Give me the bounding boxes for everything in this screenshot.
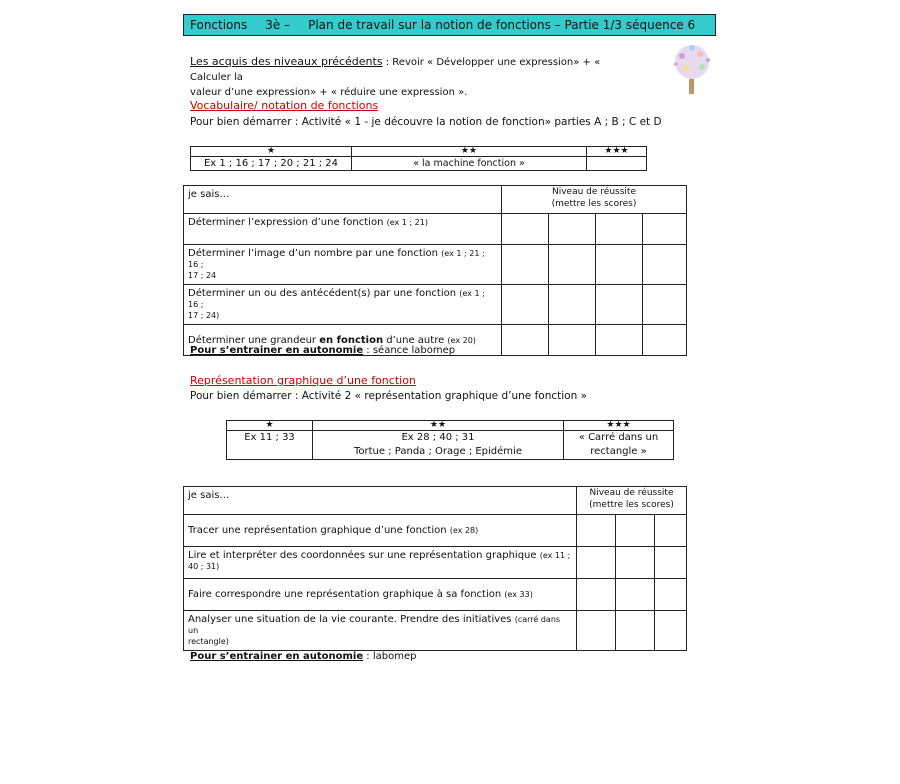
- score-header: [577, 487, 687, 515]
- score-header-line1: Niveau de réussite: [552, 187, 636, 197]
- star-2: ★★: [313, 421, 564, 431]
- skill-label: Déterminer l’image d’un nombre par une fonction (ex 1 ; 21 ; 16 ; 17 ; 24: [184, 245, 502, 285]
- prereq-text-2: valeur d’une expression» + « réduire une expression ».: [190, 87, 468, 98]
- score-cell[interactable]: [502, 245, 549, 285]
- level1-exercises: Ex 1 ; 16 ; 17 ; 20 ; 21 ; 24: [191, 157, 352, 171]
- score-cell[interactable]: [549, 325, 596, 356]
- score-cell[interactable]: [616, 547, 655, 579]
- prerequisites: [190, 54, 640, 100]
- score-cell[interactable]: [596, 285, 643, 325]
- section1-title: Vocabulaire/ notation de fonctions: [190, 99, 379, 112]
- skill-label: Déterminer l’expression d’une fonction (ex 1 ; 21): [184, 214, 502, 245]
- score-cell[interactable]: [577, 611, 616, 651]
- skill-label: Déterminer un ou des antécédent(s) par une fonction (ex 1 ; 16 ; 17 ; 24): [184, 285, 502, 325]
- section2-title: Représentation graphique d’une fonction: [190, 374, 416, 387]
- table-row: [184, 611, 687, 651]
- autonomy-text: : séance labomep: [363, 345, 456, 356]
- star-2: ★★: [352, 147, 587, 157]
- table-row: [184, 547, 687, 579]
- skill-label: Faire correspondre une représentation graphique à sa fonction (ex 33): [184, 579, 577, 611]
- header-title: Plan de travail sur la notion de fonctions – Partie 1/3 séquence 6: [308, 18, 696, 32]
- autonomy-text: : labomep: [363, 651, 417, 662]
- level2-exercises: « la machine fonction »: [352, 157, 587, 171]
- section1-skills-table: [183, 185, 687, 356]
- table-row: [184, 214, 687, 245]
- header-level: 3è –: [265, 18, 291, 32]
- prereq-text-1: : Revoir « Développer une expression» + « Calculer la: [190, 57, 601, 83]
- score-cell[interactable]: [577, 515, 616, 547]
- score-cell[interactable]: [596, 325, 643, 356]
- score-header-line2: (mettre les scores): [551, 199, 637, 209]
- autonomy-label: Pour s’entrainer en autonomie: [190, 651, 364, 662]
- score-cell[interactable]: [596, 245, 643, 285]
- table-row: [184, 245, 687, 285]
- star-1: ★: [227, 421, 313, 431]
- score-cell[interactable]: [643, 245, 687, 285]
- score-header: [502, 186, 687, 214]
- score-cell[interactable]: [502, 285, 549, 325]
- skill-label: Analyser une situation de la vie courante. Prendre des initiatives (carré dans un rectangle): [184, 611, 577, 651]
- score-cell[interactable]: [655, 611, 687, 651]
- score-cell[interactable]: [655, 579, 687, 611]
- autonomy-label: Pour s’entrainer en autonomie: [190, 345, 364, 356]
- table-row: [184, 285, 687, 325]
- score-cell[interactable]: [549, 214, 596, 245]
- section2-levels-table: [226, 420, 674, 460]
- score-cell[interactable]: [549, 245, 596, 285]
- section2-autonomy: [190, 651, 416, 662]
- score-cell[interactable]: [616, 579, 655, 611]
- level3-exercises: « Carré dans un rectangle »: [564, 431, 674, 460]
- score-header-line2: (mettre les scores): [589, 500, 674, 510]
- score-header-line1: Niveau de réussite: [589, 488, 674, 498]
- section2-skills-table: [183, 486, 687, 651]
- star-1: ★: [191, 147, 352, 157]
- skills-header: je sais…: [184, 487, 577, 515]
- section2-start: Pour bien démarrer : Activité 2 « représentation graphique d’une fonction »: [190, 390, 588, 402]
- score-cell[interactable]: [643, 285, 687, 325]
- score-cell[interactable]: [655, 515, 687, 547]
- score-cell[interactable]: [655, 547, 687, 579]
- section1-start: Pour bien démarrer : Activité « 1 - je découvre la notion de fonction» parties A ; B ; C et D: [190, 116, 662, 128]
- score-cell[interactable]: [643, 325, 687, 356]
- score-cell[interactable]: [596, 214, 643, 245]
- skill-label: Lire et interpréter des coordonnées sur une représentation graphique (ex 11 ; 40 ; 31): [184, 547, 577, 579]
- score-cell[interactable]: [549, 285, 596, 325]
- page-header: [183, 14, 716, 36]
- skills-header: je sais…: [184, 186, 502, 214]
- table-row: [184, 579, 687, 611]
- tree-logo-icon: [664, 40, 720, 98]
- score-cell[interactable]: [643, 214, 687, 245]
- level2-exercises: Ex 28 ; 40 ; 31 Tortue ; Panda ; Orage ; Epidémie: [313, 431, 564, 460]
- header-subject: Fonctions: [190, 18, 248, 32]
- score-cell[interactable]: [502, 325, 549, 356]
- star-3: ★★★: [564, 421, 674, 431]
- score-cell[interactable]: [577, 579, 616, 611]
- section1-levels-table: [190, 146, 647, 171]
- table-row: [184, 515, 687, 547]
- skill-label: Déterminer une grandeur en fonction d’une autre (ex 20): [184, 325, 502, 356]
- star-3: ★★★: [587, 147, 647, 157]
- score-cell[interactable]: [577, 547, 616, 579]
- prereq-label: Les acquis des niveaux précédents: [190, 55, 383, 68]
- score-cell[interactable]: [616, 515, 655, 547]
- level1-exercises: Ex 11 ; 33: [227, 431, 313, 460]
- score-cell[interactable]: [502, 214, 549, 245]
- skill-label: Tracer une représentation graphique d’une fonction (ex 28): [184, 515, 577, 547]
- score-cell[interactable]: [616, 611, 655, 651]
- level3-exercises: [587, 157, 647, 171]
- section1-autonomy: [190, 345, 455, 356]
